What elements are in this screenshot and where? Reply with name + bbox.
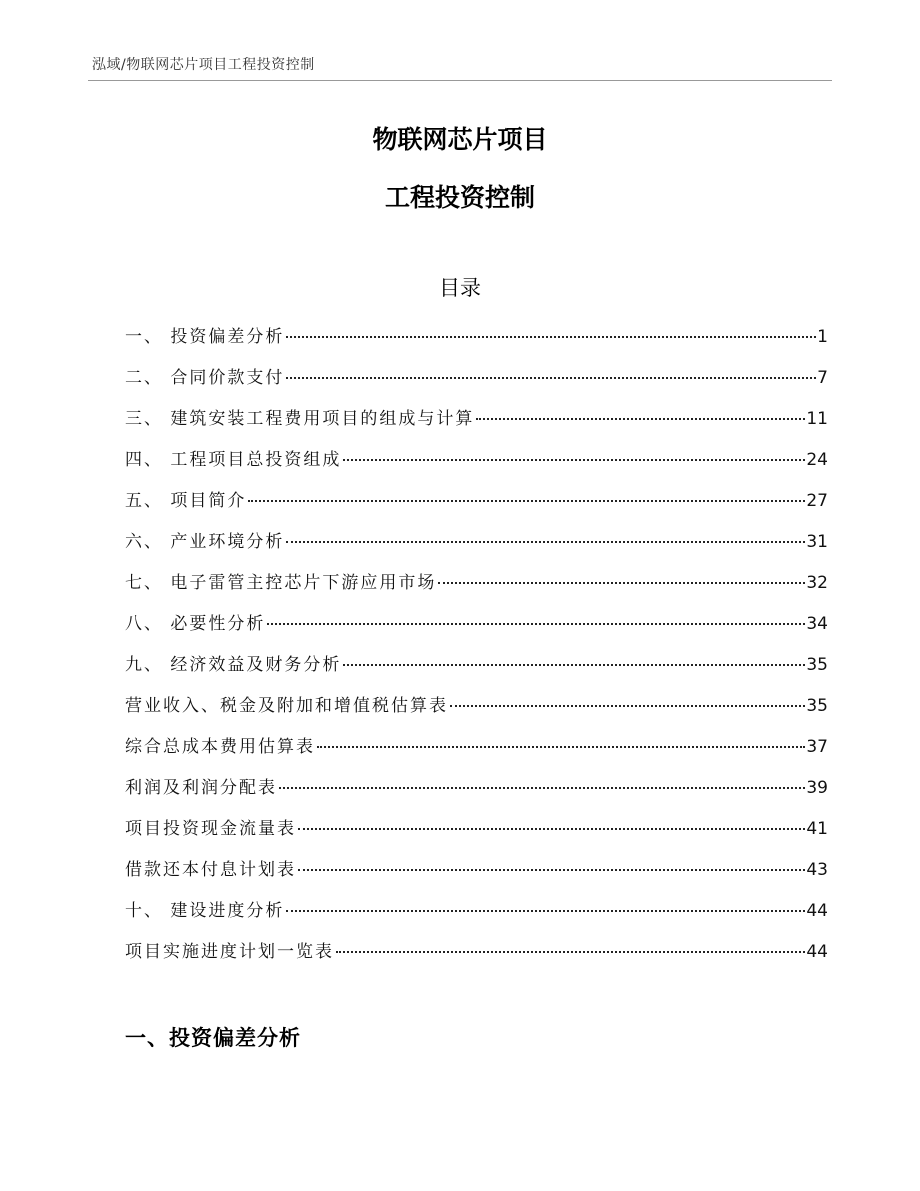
toc-dot-leader	[286, 541, 805, 543]
document-title-line-1: 物联网芯片项目	[372, 125, 548, 154]
toc-dot-leader	[286, 377, 816, 379]
toc-entry-label: 营业收入、税金及附加和增值税估算表	[125, 696, 448, 716]
toc-dot-leader	[279, 787, 805, 789]
toc-entry[interactable]	[125, 937, 828, 978]
toc-entry[interactable]	[125, 363, 828, 404]
toc-entry-label: 借款还本付息计划表	[125, 860, 296, 880]
toc-entry-label: 项目投资现金流量表	[125, 819, 296, 839]
toc-entry-page: 24	[806, 450, 828, 470]
toc-dot-leader	[343, 664, 805, 666]
toc-entry[interactable]	[125, 609, 828, 650]
toc-dot-leader	[450, 705, 805, 707]
toc-entry[interactable]	[125, 322, 828, 363]
toc-entry-page: 32	[806, 573, 828, 593]
toc-entry-label: 四、 工程项目总投资组成	[125, 450, 342, 470]
toc-entry[interactable]	[125, 896, 828, 937]
toc-dot-leader	[336, 951, 805, 953]
toc-dot-leader	[298, 869, 805, 871]
toc-entry[interactable]	[125, 486, 828, 527]
toc-dot-leader	[286, 336, 816, 338]
toc-entry[interactable]	[125, 773, 828, 814]
toc-entry-label: 六、 产业环境分析	[125, 532, 285, 552]
toc-dot-leader	[267, 623, 805, 625]
toc-dot-leader	[248, 500, 805, 502]
toc-entry[interactable]	[125, 404, 828, 445]
toc-entry-page: 31	[806, 532, 828, 552]
section-heading: 一、投资偏差分析	[125, 1026, 301, 1050]
toc-entry-label: 综合总成本费用估算表	[125, 737, 315, 757]
toc-entry[interactable]	[125, 650, 828, 691]
toc-entry-label: 项目实施进度计划一览表	[125, 942, 334, 962]
toc-entry[interactable]	[125, 527, 828, 568]
toc-dot-leader	[286, 910, 805, 912]
toc-entry[interactable]	[125, 445, 828, 486]
toc-entry-page: 37	[806, 737, 828, 757]
toc-entry[interactable]	[125, 732, 828, 773]
toc-dot-leader	[343, 459, 805, 461]
toc-entry-label: 五、 项目简介	[125, 491, 247, 511]
toc-entry[interactable]	[125, 568, 828, 609]
toc-entry-page: 35	[806, 696, 828, 716]
toc-entry-page: 44	[806, 942, 828, 962]
toc-dot-leader	[317, 746, 805, 748]
toc-entry-label: 二、 合同价款支付	[125, 368, 285, 388]
toc-entry-page: 43	[806, 860, 828, 880]
toc-entry[interactable]	[125, 814, 828, 855]
toc-dot-leader	[298, 828, 805, 830]
table-of-contents	[125, 322, 828, 978]
toc-entry-page: 35	[806, 655, 828, 675]
running-header: 泓域/物联网芯片项目工程投资控制	[92, 57, 315, 73]
toc-entry[interactable]	[125, 691, 828, 732]
toc-entry-label: 利润及利润分配表	[125, 778, 277, 798]
toc-heading: 目录	[439, 276, 481, 300]
toc-entry-page: 34	[806, 614, 828, 634]
toc-entry-page: 39	[806, 778, 828, 798]
toc-dot-leader	[438, 582, 805, 584]
header-divider	[88, 80, 832, 81]
toc-entry-page: 11	[806, 409, 828, 429]
toc-entry[interactable]	[125, 855, 828, 896]
toc-entry-label: 十、 建设进度分析	[125, 901, 285, 921]
toc-entry-page: 27	[806, 491, 828, 511]
document-title-line-2: 工程投资控制	[384, 183, 535, 212]
toc-entry-label: 七、 电子雷管主控芯片下游应用市场	[125, 573, 437, 593]
toc-entry-page: 1	[817, 327, 828, 347]
toc-entry-label: 八、 必要性分析	[125, 614, 266, 634]
toc-entry-label: 一、 投资偏差分析	[125, 327, 285, 347]
toc-dot-leader	[476, 418, 805, 420]
toc-entry-page: 41	[806, 819, 828, 839]
toc-entry-label: 九、 经济效益及财务分析	[125, 655, 342, 675]
toc-entry-page: 44	[806, 901, 828, 921]
toc-entry-page: 7	[817, 368, 828, 388]
toc-entry-label: 三、 建筑安装工程费用项目的组成与计算	[125, 409, 475, 429]
